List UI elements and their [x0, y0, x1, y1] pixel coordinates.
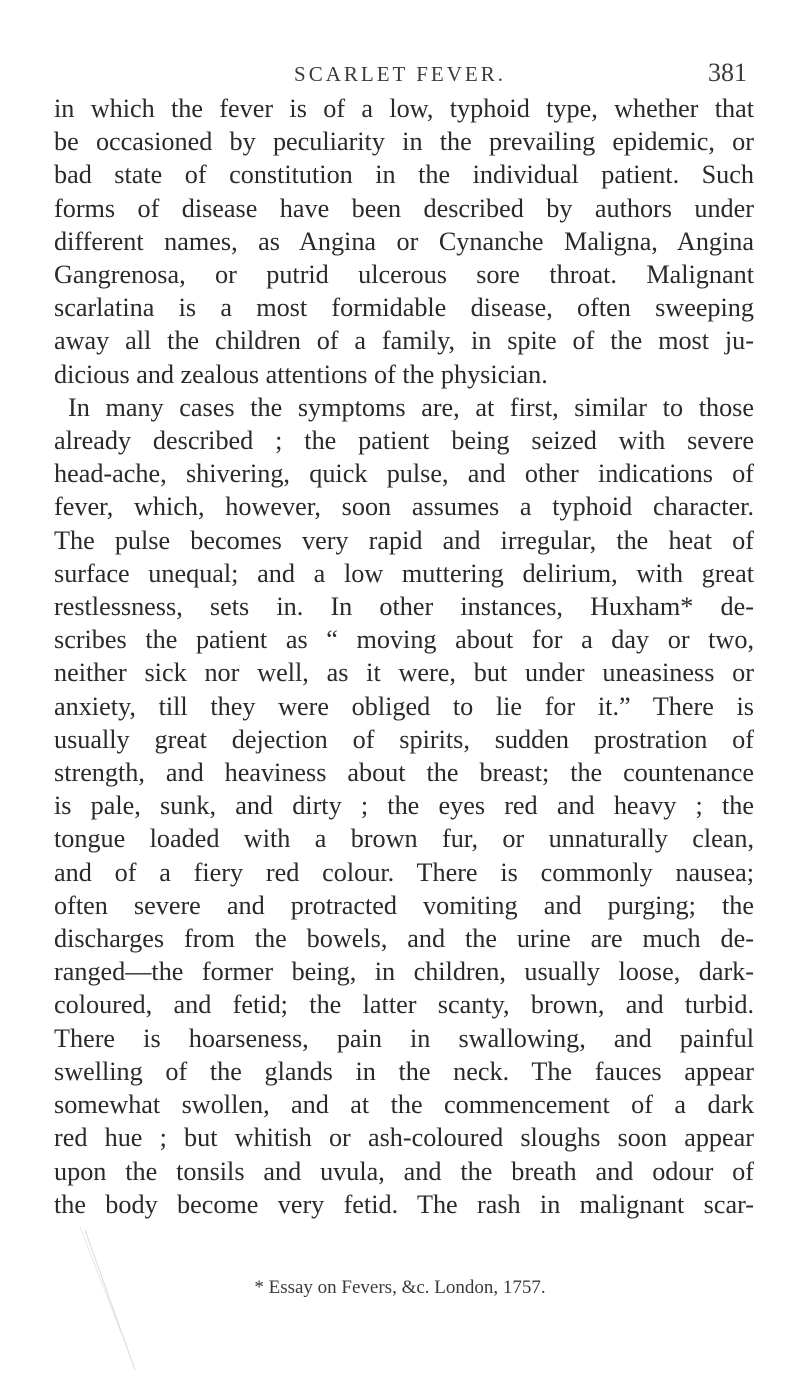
text-line: is pale, sunk, and dirty ; the eyes red and heavy ; the — [54, 791, 754, 821]
text-line: already described ; the patient being seized with severe — [54, 426, 754, 456]
footnote: * Essay on Fevers, &c. London, 1757. — [254, 1277, 546, 1298]
text-line: restlessness, sets in. In other instances, Huxham* de- — [54, 592, 754, 622]
text-line: usually great dejection of spirits, sudden prostration of — [54, 724, 754, 754]
page-fold-crease — [60, 1225, 140, 1375]
text-line: bad state of constitution in the individual patient. Such — [54, 160, 754, 190]
text-line: Gangrenosa, or putrid ulcerous sore throat. Malignant — [54, 260, 754, 290]
body-text — [54, 92, 754, 1221]
text-line: different names, as Angina or Cynanche Maligna, Angina — [54, 226, 754, 256]
running-title: SCARLET FEVER. — [294, 62, 506, 86]
text-line: red hue ; but whitish or ash-coloured sloughs soon appear — [54, 1123, 754, 1153]
text-line: ranged—the former being, in children, usually loose, dark- — [54, 957, 754, 987]
text-line: scribes the patient as “ moving about for a day or two, — [54, 625, 754, 655]
text-line: be occasioned by peculiarity in the prevailing epidemic, or — [54, 127, 754, 157]
text-line: upon the tonsils and uvula, and the breath and odour of — [54, 1156, 754, 1186]
text-line: away all the children of a family, in spite of the most ju- — [54, 326, 754, 356]
text-line: head-ache, shivering, quick pulse, and other indications of — [54, 459, 754, 489]
text-line: often severe and protracted vomiting and purging; the — [54, 890, 754, 920]
text-line: and of a fiery red colour. There is commonly nausea; — [54, 857, 754, 887]
text-line: the body become very fetid. The rash in malignant scar- — [54, 1189, 754, 1219]
text-line: coloured, and fetid; the latter scanty, brown, and turbid. — [54, 990, 754, 1020]
text-line: tongue loaded with a brown fur, or unnaturally clean, — [54, 824, 754, 854]
text-line: somewhat swollen, and at the commencement of a dark — [54, 1090, 754, 1120]
text-line: There is hoarseness, pain in swallowing, and painful — [54, 1023, 754, 1053]
page-number: 381 — [708, 58, 747, 87]
text-line: swelling of the glands in the neck. The fauces appear — [54, 1056, 754, 1086]
text-line: scarlatina is a most formidable disease, often sweeping — [54, 293, 754, 323]
text-line: forms of disease have been described by authors under — [54, 193, 754, 223]
text-line: fever, which, however, soon assumes a typhoid character. — [54, 492, 754, 522]
text-line: strength, and heaviness about the breast; the countenance — [54, 758, 754, 788]
text-line: dicious and zealous attentions of the physician. — [54, 359, 548, 389]
text-line: discharges from the bowels, and the urine are much de- — [54, 924, 754, 954]
text-line: anxiety, till they were obliged to lie for it.” There is — [54, 691, 754, 721]
text-line: in which the fever is of a low, typhoid type, whether that — [54, 94, 754, 123]
text-line: In many cases the symptoms are, at first, similar to those — [68, 392, 754, 422]
text-line: neither sick nor well, as it were, but under uneasiness or — [54, 658, 754, 688]
text-line: surface unequal; and a low muttering delirium, with great — [54, 558, 754, 588]
text-line: The pulse becomes very rapid and irregular, the heat of — [54, 525, 754, 555]
